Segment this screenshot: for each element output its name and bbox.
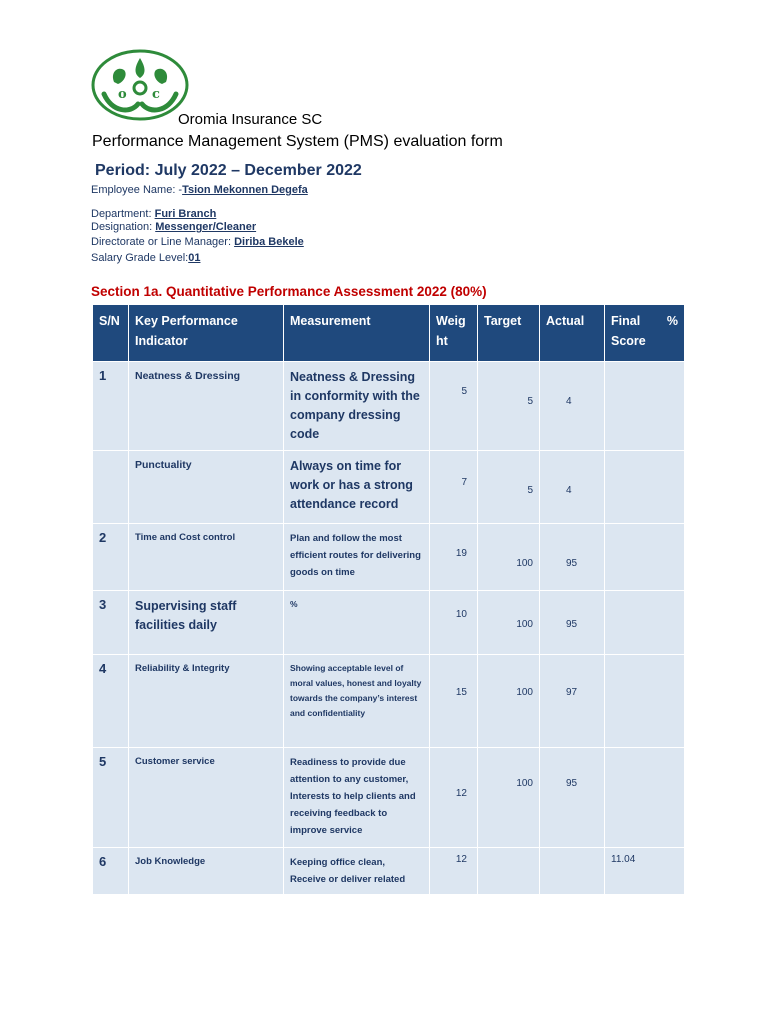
cell-final [605,451,685,524]
cell-actual: 4 [540,451,605,524]
cell-sn: 3 [93,591,129,655]
cell-measurement: Always on time for work or has a strong attendance record [284,451,430,524]
header-sn: S/N [93,305,129,362]
cell-actual: 95 [540,748,605,848]
cell-final [605,524,685,591]
cell-target: 100 [478,655,540,748]
cell-weight: 12 [430,848,478,895]
manager-label: Directorate or Line Manager: [91,236,235,248]
cell-final [605,655,685,748]
cell-weight: 5 [430,362,478,451]
cell-measurement: Readiness to provide due attention to any customer, Interests to help clients and receiving feedback to improve service [284,748,430,848]
header-final: Final [611,314,641,328]
header-target: Target [478,305,540,362]
cell-target: 5 [478,451,540,524]
cell-actual: 4 [540,362,605,451]
cell-final: 11.04 [605,848,685,895]
table-row [93,848,685,895]
table-row [93,591,685,655]
cell-final [605,591,685,655]
cell-target: 100 [478,748,540,848]
kpi-table [92,304,685,895]
cell-measurement: Keeping office clean, Receive or deliver related [284,848,430,895]
header-weight: Weig ht [430,305,478,362]
manager-line [91,236,304,248]
cell-measurement: Plan and follow the most efficient routes for delivering goods on time [284,524,430,591]
employee-name-line [91,184,308,196]
cell-final [605,362,685,451]
section-title: Section 1a. Quantitative Performance Assessment 2022 (80%) [91,284,487,299]
cell-target: 100 [478,591,540,655]
header-kpi: Key Performance Indicator [129,305,284,362]
table-row [93,524,685,591]
cell-sn: 1 [93,362,129,451]
header-final-pct: % [666,314,678,328]
employee-name-value: Tsion Mekonnen Degefa [182,184,308,196]
cell-kpi: Reliability & Integrity [129,655,284,748]
header-score: Score [611,334,646,348]
table-header-row [93,305,685,362]
cell-kpi: Job Knowledge [129,848,284,895]
header-final-score [605,305,685,362]
cell-actual [540,848,605,895]
cell-final [605,748,685,848]
cell-actual: 95 [540,524,605,591]
cell-kpi: Time and Cost control [129,524,284,591]
employee-name-label: Employee Name: - [91,184,183,196]
header-measurement: Measurement [284,305,430,362]
manager-value: Diriba Bekele [234,236,304,248]
cell-weight: 19 [430,524,478,591]
cell-kpi: Neatness & Dressing [129,362,284,451]
svg-text:c: c [152,87,160,102]
table-row [93,451,685,524]
designation-value: Messenger/Cleaner [155,221,257,233]
company-logo [90,48,190,122]
cell-sn [93,451,129,524]
designation-label: Designation: [91,221,156,233]
salary-grade-label: Salary Grade Level: [91,252,189,264]
department-label: Department: [91,208,155,220]
header-actual: Actual [540,305,605,362]
cell-actual: 95 [540,591,605,655]
salary-grade-value: 01 [188,252,201,264]
cell-weight: 10 [430,591,478,655]
cell-sn: 5 [93,748,129,848]
cell-kpi: Customer service [129,748,284,848]
svg-text:o: o [118,87,127,102]
cell-weight: 7 [430,451,478,524]
cell-sn: 6 [93,848,129,895]
cell-measurement: % [284,591,430,655]
cell-sn: 2 [93,524,129,591]
cell-target [478,848,540,895]
table-row [93,655,685,748]
salary-grade-line [91,252,200,264]
form-title: Performance Management System (PMS) evaluation form [92,133,503,150]
evaluation-period: Period: July 2022 – December 2022 [95,162,362,179]
cell-weight: 15 [430,655,478,748]
cell-measurement: Neatness & Dressing in conformity with the company dressing code [284,362,430,451]
cell-measurement: Showing acceptable level of moral values, honest and loyalty towards the company’s interest and confidentiality [284,655,430,748]
table-row [93,362,685,451]
department-value: Furi Branch [154,208,217,220]
cell-weight: 12 [430,748,478,848]
cell-actual: 97 [540,655,605,748]
designation-line [91,221,256,233]
cell-kpi: Supervising staff facilities daily [129,591,284,655]
cell-sn: 4 [93,655,129,748]
cell-target: 100 [478,524,540,591]
cell-target: 5 [478,362,540,451]
table-row [93,748,685,848]
cell-kpi: Punctuality [129,451,284,524]
company-name: Oromia Insurance SC [178,111,323,128]
department-line [91,208,216,220]
